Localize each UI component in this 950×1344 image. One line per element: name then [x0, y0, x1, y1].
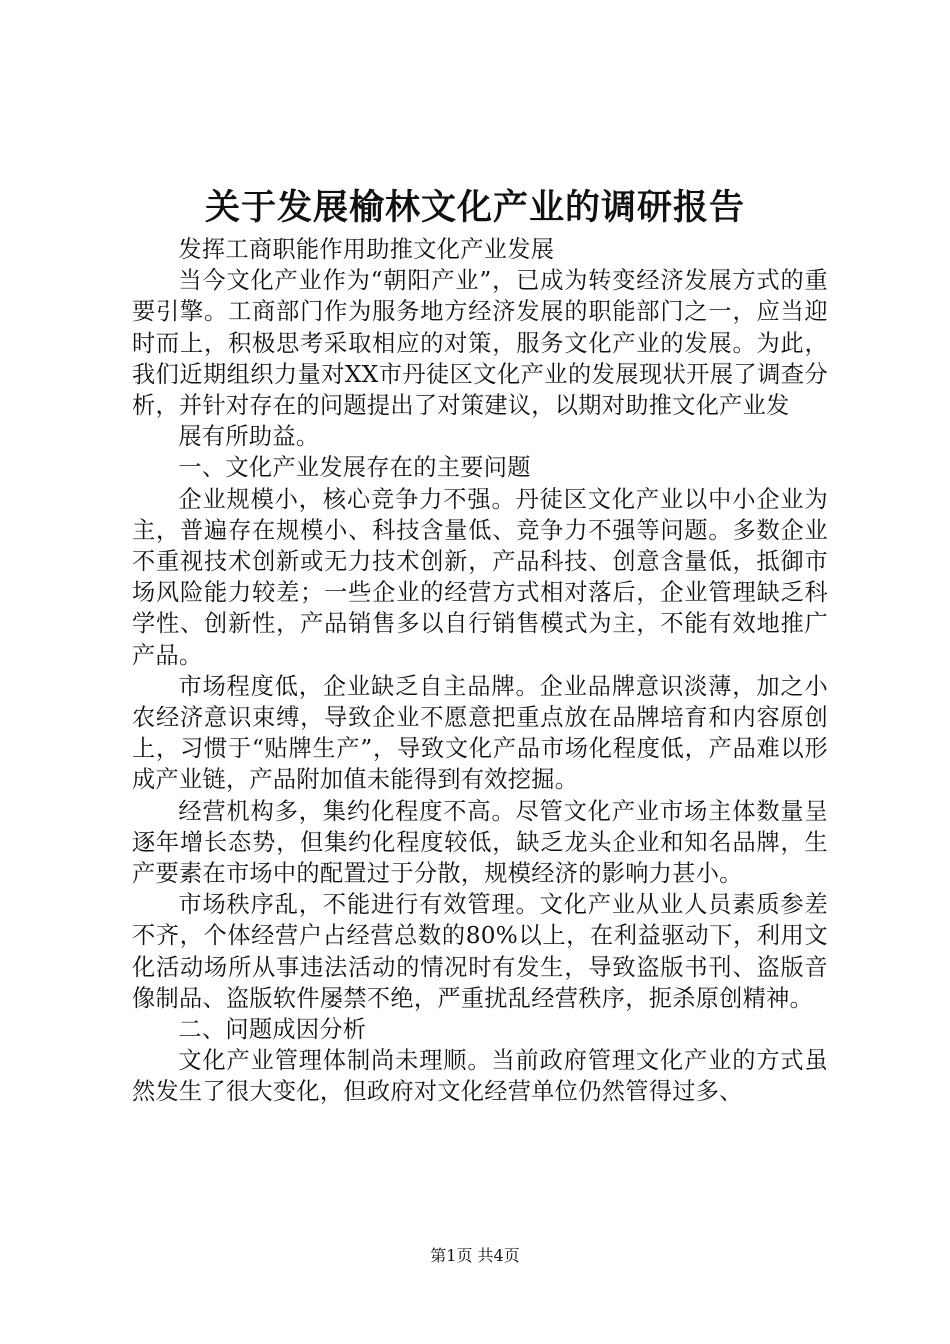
document-body — [132, 234, 828, 1108]
paragraph-small-scale: 企业规模小，核心竞争力不强。丹徒区文化产业以中小企业为主，普遍存在规模小、科技含量低、竞争力不强等问题。多数企业不重视技术创新或无力技术创新，产品科技、创意含量低，抵御市场风险能力较差；一些企业的经营方式相对落后，企业管理缺乏科学性、创新性，产品销售多以自行销售模式为主，不能有效地推广产品。 — [132, 485, 828, 669]
section-heading-main-problems: 一、文化产业发展存在的主要问题 — [178, 454, 531, 482]
paragraph-market-disorder: 市场秩序乱，不能进行有效管理。文化产业从业人员素质参差不齐，个体经营户占经营总数的80%以上，在利益驱动下，利用文化活动场所从事违法活动的情况时有发生，导致盗版书刊、盗版音像制品、盗版软件屡禁不绝，严重扰乱经营秩序，扼杀原创精神。 — [132, 891, 828, 1012]
paragraph-subtitle: 发挥工商职能作用助推文化产业发展 — [178, 236, 555, 263]
paragraph-intro: 当今文化产业作为“朝阳产业”，已成为转变经济发展方式的重要引擎。工商部门作为服务地方经济发展的职能部门之一，应当迎时而上，积极思考采取相应的对策，服务文化产业的发展。为此，我们近期组织力量对XX市丹徒区文化产业的发展现状开展了调查分析，并针对存在的问题提出了对策建议，以期对助推文化产业发 — [132, 267, 828, 420]
paragraph-intro-continued: 展有所助益。 — [178, 423, 320, 451]
page-footer: 第1页 共4页 — [430, 1246, 520, 1265]
paragraph-many-operators: 经营机构多，集约化程度不高。尽管文化产业市场主体数量呈逐年增长态势，但集约化程度较低，缺乏龙头企业和知名品牌，生产要素在市场中的配置过于分散，规模经济的影响力甚小。 — [132, 797, 828, 888]
section-heading-cause-analysis: 二、问题成因分析 — [178, 1016, 367, 1044]
paragraph-management-system: 文化产业管理体制尚未理顺。当前政府管理文化产业的方式虽然发生了很大变化，但政府对文化经营单位仍然管得过多、 — [132, 1047, 828, 1106]
page-title: 关于发展榆林文化产业的调研报告 — [204, 188, 745, 228]
paragraph-low-market: 市场程度低，企业缺乏自主品牌。企业品牌意识淡薄，加之小农经济意识束缚，导致企业不愿意把重点放在品牌培育和内容原创上，习惯于“贴牌生产”，导致文化产品市场化程度低，产品难以形成产业链，产品附加值未能得到有效挖掘。 — [132, 672, 828, 794]
